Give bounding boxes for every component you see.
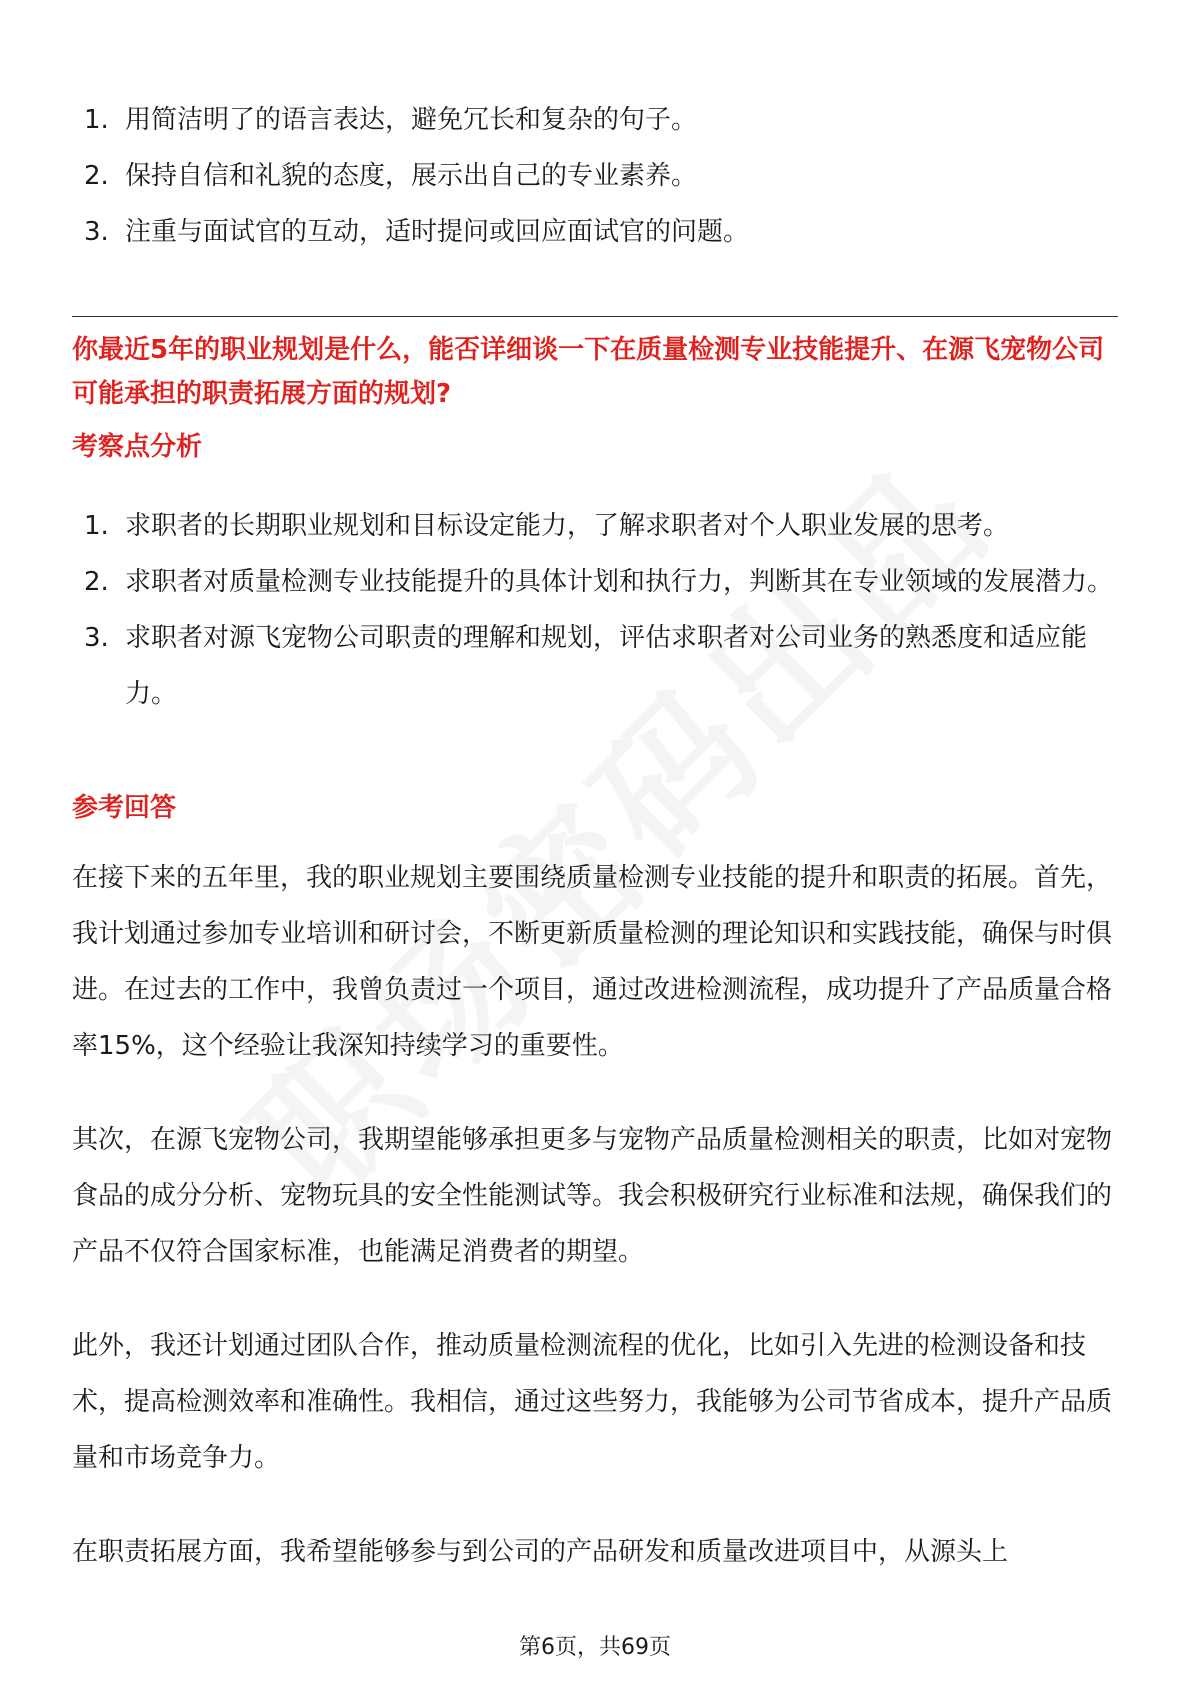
- tips-list: [72, 92, 1118, 260]
- list-item: [72, 610, 1118, 722]
- answer-paragraph: 其次，在源飞宠物公司，我期望能够承担更多与宠物产品质量检测相关的职责，比如对宠物食品的成分分析、宠物玩具的安全性能测试等。我会积极研究行业标准和法规，确保我们的产品不仅符合国家标准，也能满足消费者的期望。: [72, 1125, 1113, 1267]
- list-item: [72, 204, 1118, 260]
- analysis-list: [72, 498, 1118, 722]
- answer-body: [72, 850, 1118, 1618]
- analysis-heading: 考察点分析: [72, 432, 203, 462]
- section-divider: [72, 316, 1118, 317]
- document-page: [72, 0, 1118, 1684]
- list-number: 3.: [84, 623, 109, 653]
- list-text: 保持自信和礼貌的态度，展示出自己的专业素养。: [125, 161, 698, 191]
- list-item: [72, 498, 1118, 554]
- list-item: [72, 148, 1118, 204]
- answer-paragraph: 在职责拓展方面，我希望能够参与到公司的产品研发和质量改进项目中，从源头上: [72, 1537, 1009, 1567]
- list-text: 注重与面试官的互动，适时提问或回应面试官的问题。: [125, 217, 750, 247]
- answer-paragraph: 此外，我还计划通过团队合作，推动质量检测流程的优化，比如引入先进的检测设备和技术，提高检测效率和准确性。我相信，通过这些努力，我能够为公司节省成本，提升产品质量和市场竞争力。: [72, 1331, 1113, 1473]
- answer-heading: 参考回答: [72, 793, 177, 823]
- list-number: 2.: [84, 161, 109, 191]
- list-item: [72, 92, 1118, 148]
- list-text: 求职者的长期职业规划和目标设定能力，了解求职者对个人职业发展的思考。: [125, 511, 1010, 541]
- list-number: 1.: [84, 511, 109, 541]
- list-item: [72, 554, 1118, 610]
- list-text: 用简洁明了的语言表达，避免冗长和复杂的句子。: [125, 105, 698, 135]
- interview-question: 你最近5年的职业规划是什么，能否详细谈一下在质量检测专业技能提升、在源飞宠物公司可能承担的职责拓展方面的规划?: [72, 335, 1105, 409]
- page-footer: 第6页，共69页: [519, 1635, 671, 1660]
- answer-paragraph: 在接下来的五年里，我的职业规划主要围绕质量检测专业技能的提升和职责的拓展。首先，我计划通过参加专业培训和研讨会，不断更新质量检测的理论知识和实践技能，确保与时俱进。在过去的工作中，我曾负责过一个项目，通过改进检测流程，成功提升了产品质量合格率15%，这个经验让我深知持续学习的重要性。: [72, 863, 1113, 1061]
- list-number: 1.: [84, 105, 109, 135]
- list-text: 求职者对源飞宠物公司职责的理解和规划，评估求职者对公司业务的熟悉度和适应能力。: [125, 623, 1088, 709]
- list-text: 求职者对质量检测专业技能提升的具体计划和执行力，判断其在专业领域的发展潜力。: [125, 567, 1114, 597]
- list-number: 2.: [84, 567, 109, 597]
- list-number: 3.: [84, 217, 109, 247]
